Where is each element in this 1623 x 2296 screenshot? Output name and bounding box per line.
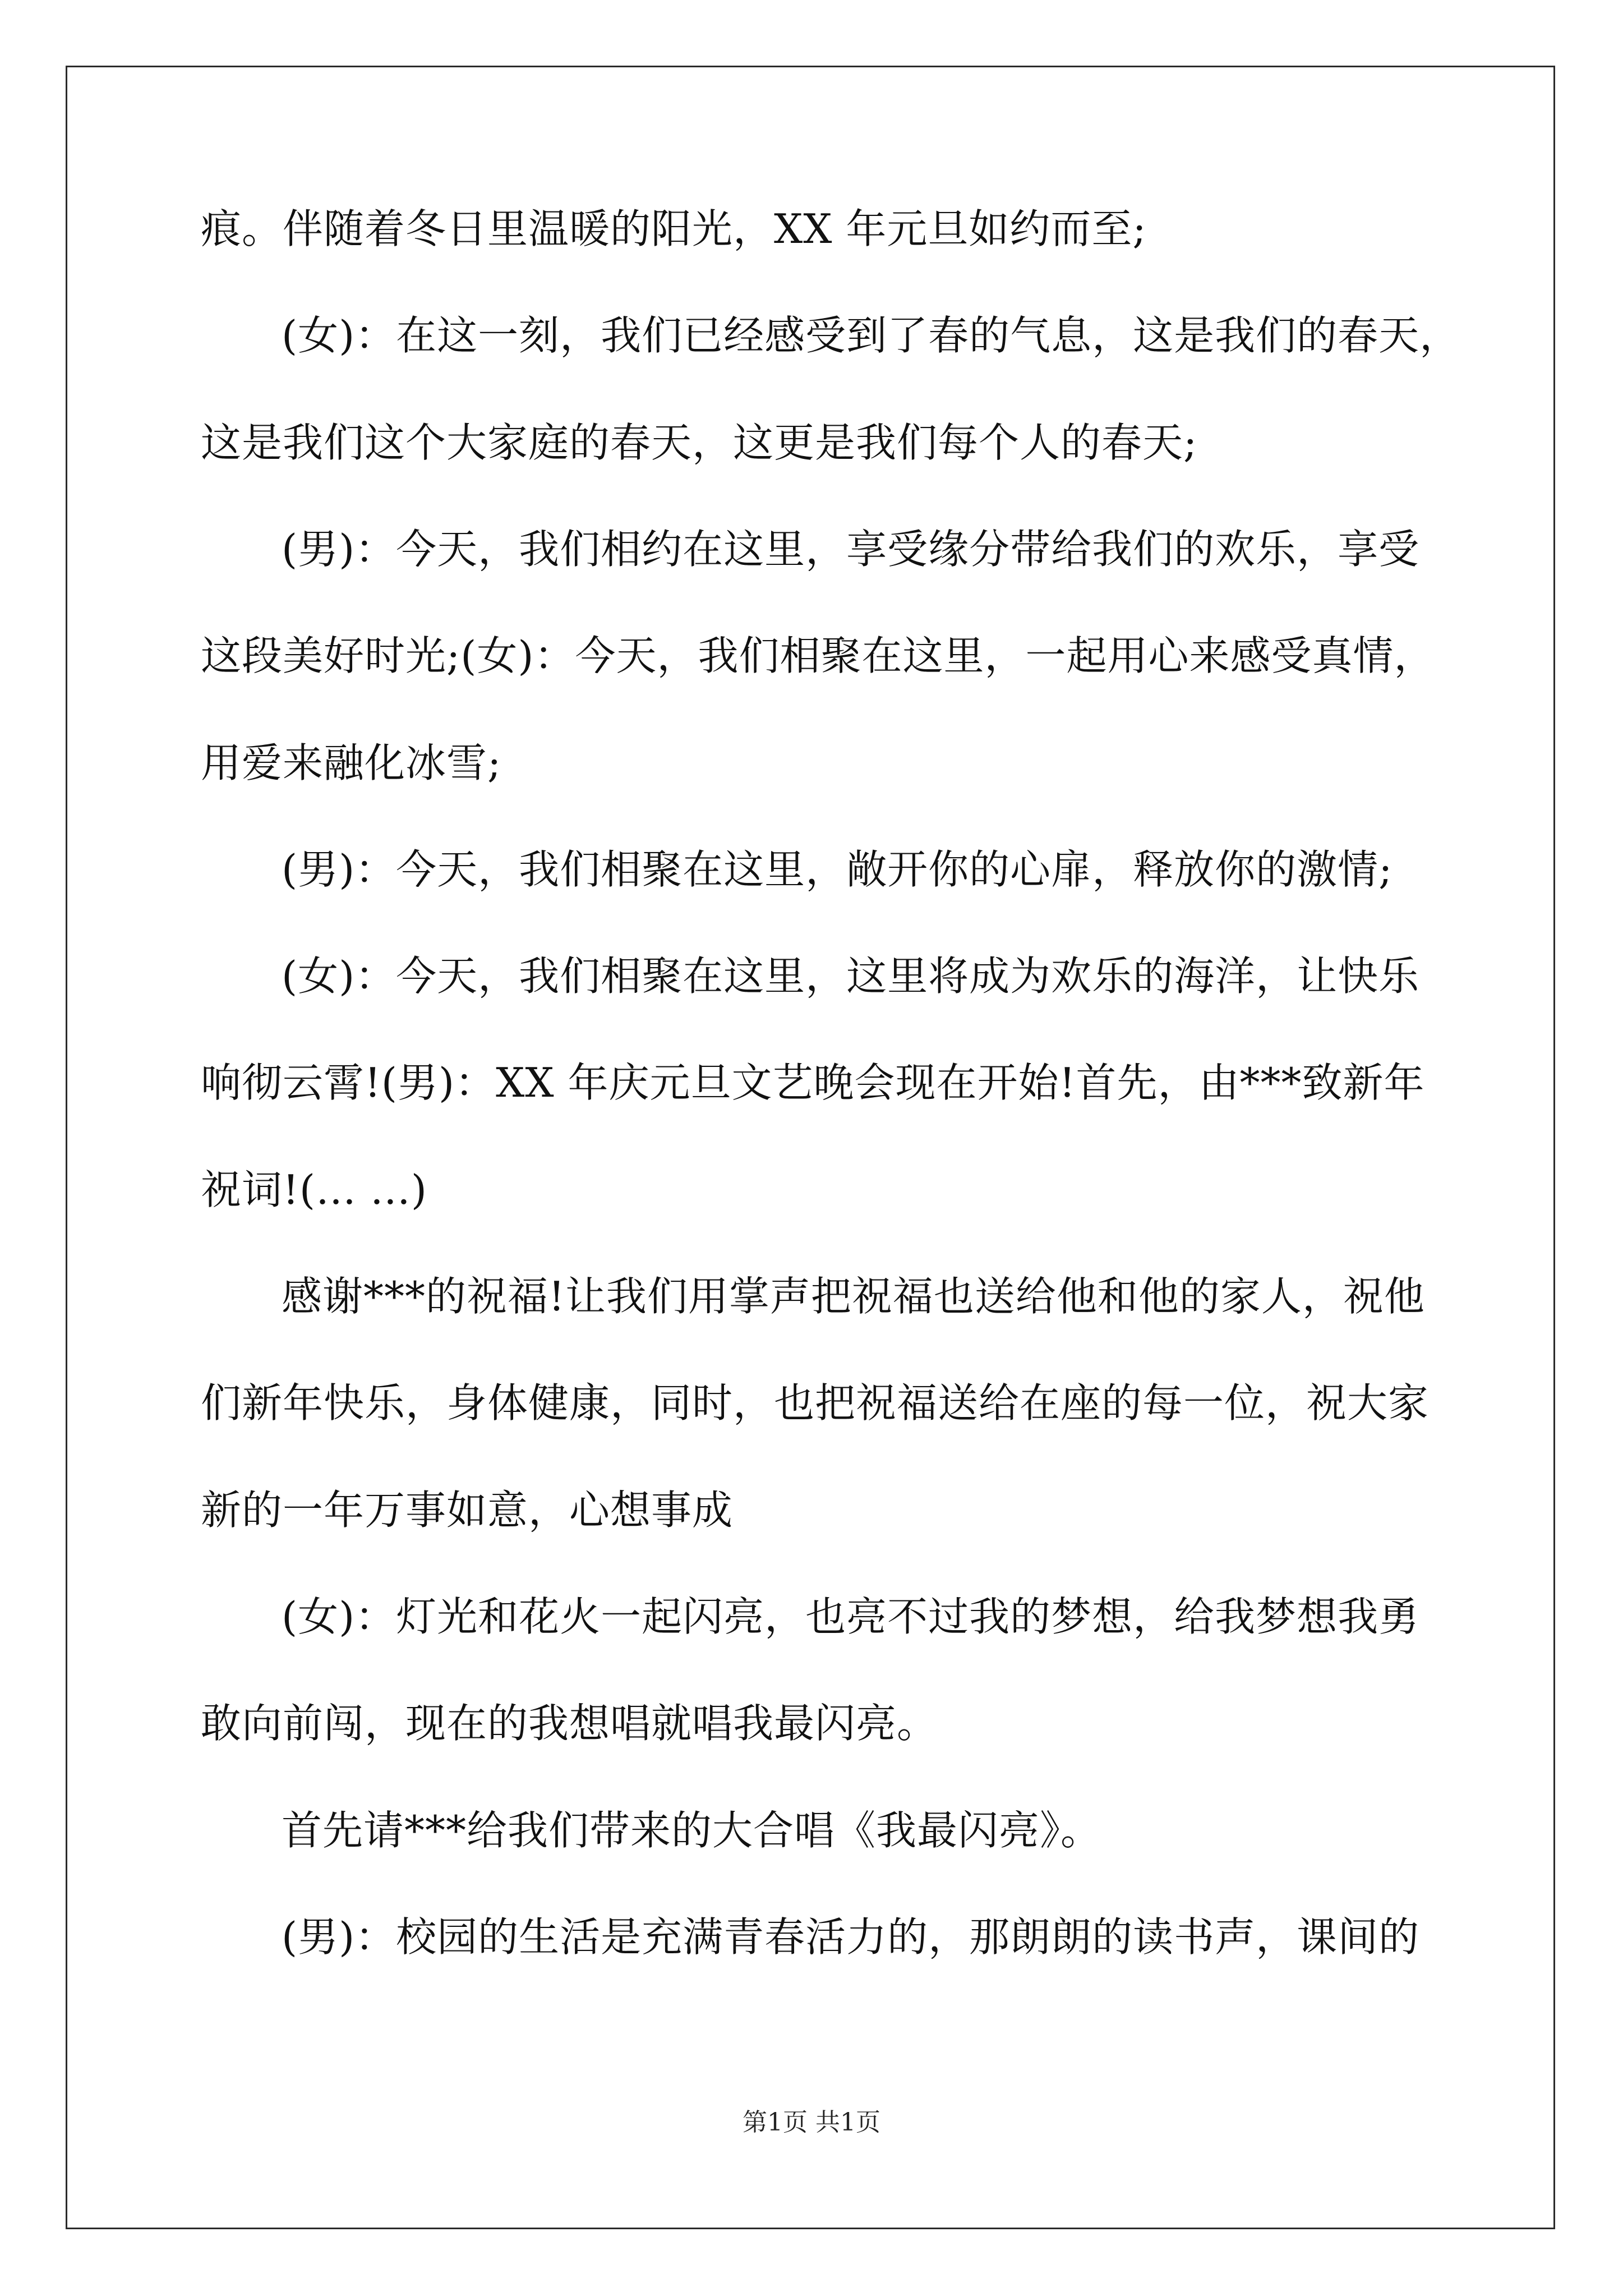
text-line-4: (男)：今天，我们相约在这里，享受缘分带给我们的欢乐，享受 bbox=[282, 526, 1420, 573]
text-line-10: 祝词!(… …) bbox=[201, 1166, 428, 1213]
text-line-2: (女)：在这一刻，我们已经感受到了春的气息，这是我们的春天， bbox=[282, 312, 1461, 359]
text-line-8: (女)：今天，我们相聚在这里，这里将成为欢乐的海洋，让快乐 bbox=[282, 953, 1420, 1000]
page-footer: 第1页 共1页 bbox=[743, 2108, 880, 2137]
text-line-1: 痕。伴随着冬日里温暖的阳光，XX 年元旦如约而至; bbox=[201, 205, 1147, 252]
text-line-9: 响彻云霄!(男)：XX 年庆元旦文艺晚会现在开始!首先，由***致新年 bbox=[201, 1059, 1425, 1106]
text-line-6: 用爱来融化冰雪; bbox=[201, 739, 502, 786]
text-line-13: 新的一年万事如意，心想事成 bbox=[201, 1487, 734, 1534]
text-line-3: 这是我们这个大家庭的春天，这更是我们每个人的春天; bbox=[201, 419, 1198, 466]
text-line-17: (男)：校园的生活是充满青春活力的，那朗朗的读书声，课间的 bbox=[282, 1913, 1420, 1961]
text-line-7: (男)：今天，我们相聚在这里，敞开你的心扉，释放你的激情; bbox=[282, 846, 1393, 893]
page-border bbox=[66, 66, 1555, 2229]
text-line-12: 们新年快乐，身体健康，同时，也把祝福送给在座的每一位，祝大家 bbox=[201, 1379, 1430, 1427]
text-line-11: 感谢***的祝福!让我们用掌声把祝福也送给他和他的家人，祝他 bbox=[282, 1273, 1425, 1320]
text-line-15: 敢向前闯，现在的我想唱就唱我最闪亮。 bbox=[201, 1700, 938, 1747]
text-line-14: (女)：灯光和花火一起闪亮，也亮不过我的梦想，给我梦想我勇 bbox=[282, 1593, 1420, 1640]
text-line-16: 首先请***给我们带来的大合唱《我最闪亮》。 bbox=[282, 1807, 1102, 1854]
text-line-5: 这段美好时光;(女)：今天，我们相聚在这里，一起用心来感受真情， bbox=[201, 632, 1435, 679]
